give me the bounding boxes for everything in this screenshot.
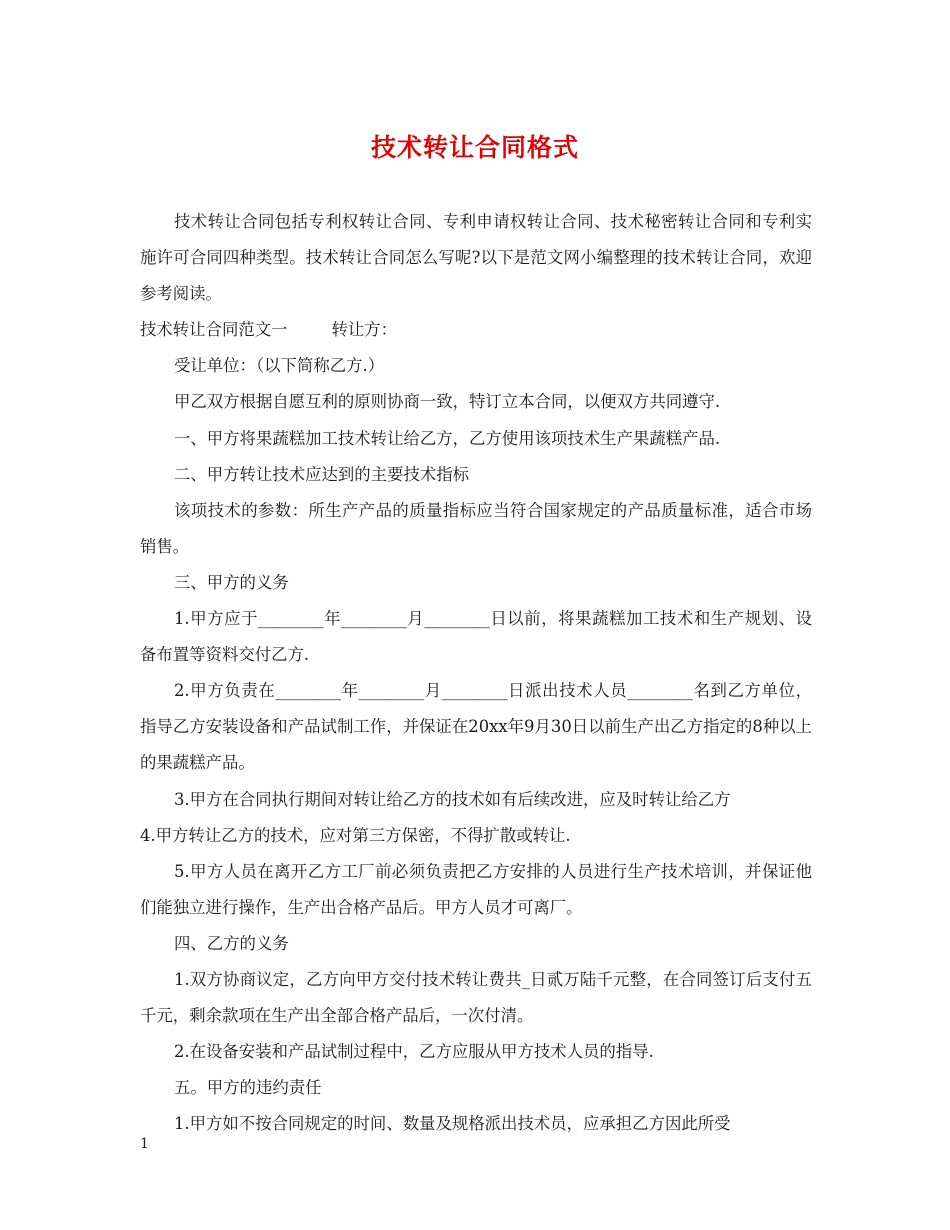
clause-3-item-5: 5.甲方人员在离开乙方工厂前必须负责把乙方安排的人员进行生产技术培训，并保证他们能独立进行操作，生产出合格产品后。甲方人员才可离厂。 <box>140 861 812 917</box>
clause-3-item-2: 2.甲方负责在________年________月________日派出技术人员________名到乙方单位，指导乙方安装设备和产品试制工作，并保证在20xx年9月30日以前生产出乙方指定的8种以上的果蔬糕产品。 <box>140 681 812 773</box>
transferee-paragraph: 受让单位：（以下简称乙方.） <box>174 356 385 376</box>
clause-3-item-3: 3.甲方在合同执行期间对转让给乙方的技术如有后续改进，应及时转让给乙方 <box>174 789 731 809</box>
clause-4-heading: 四、乙方的义务 <box>174 933 289 953</box>
document-title: 技术转让合同格式 <box>370 133 579 162</box>
clause-1: 一、甲方将果蔬糕加工技术转让给乙方，乙方使用该项技术生产果蔬糕产品. <box>174 428 721 448</box>
transferor-label: 转让方： <box>331 320 398 340</box>
clause-3-heading: 三、甲方的义务 <box>174 572 289 592</box>
clause-4-item-1: 1.双方协商议定，乙方向甲方交付技术转让费共_日贰万陆千元整，在合同签订后支付五千元，剩余款项在生产出全部合格产品后，一次付清。 <box>140 969 812 1026</box>
intro-paragraph: 技术转让合同包括专利权转让合同、专利申请权转让合同、技术秘密转让合同和专利实施许可合同四种类型。技术转让合同怎么写呢?以下是范文网小编整理的技术转让合同，欢迎参考阅读。 <box>140 212 812 304</box>
parameters-paragraph: 该项技术的参数：所生产产品的质量指标应当符合国家规定的产品质量标准，适合市场销售。 <box>140 500 812 556</box>
clause-3-item-1: 1.甲方应于________年________月________日以前，将果蔬糕加工技术和生产规划、设备布置等资料交付乙方. <box>140 609 812 665</box>
page-number: 1 <box>140 1136 149 1152</box>
clause-2-heading: 二、甲方转让技术应达到的主要技术指标 <box>174 464 470 484</box>
preamble-paragraph: 甲乙双方根据自愿互利的原则协商一致，特订立本合同，以便双方共同遵守. <box>174 392 721 412</box>
clause-5-item-1: 1.甲方如不按合同规定的时间、数量及规格派出技术员，应承担乙方因此所受 <box>174 1114 731 1134</box>
clause-3-item-4: 4.甲方转让乙方的技术，应对第三方保密，不得扩散或转让. <box>140 825 571 845</box>
document-body <box>140 204 812 1142</box>
sample-heading-line <box>140 312 812 348</box>
clause-4-item-2: 2.在设备安装和产品试制过程中，乙方应服从甲方技术人员的指导. <box>174 1042 654 1062</box>
sample-heading: 技术转让合同范文一 <box>140 320 288 340</box>
clause-5-heading: 五。甲方的违约责任 <box>174 1078 322 1098</box>
